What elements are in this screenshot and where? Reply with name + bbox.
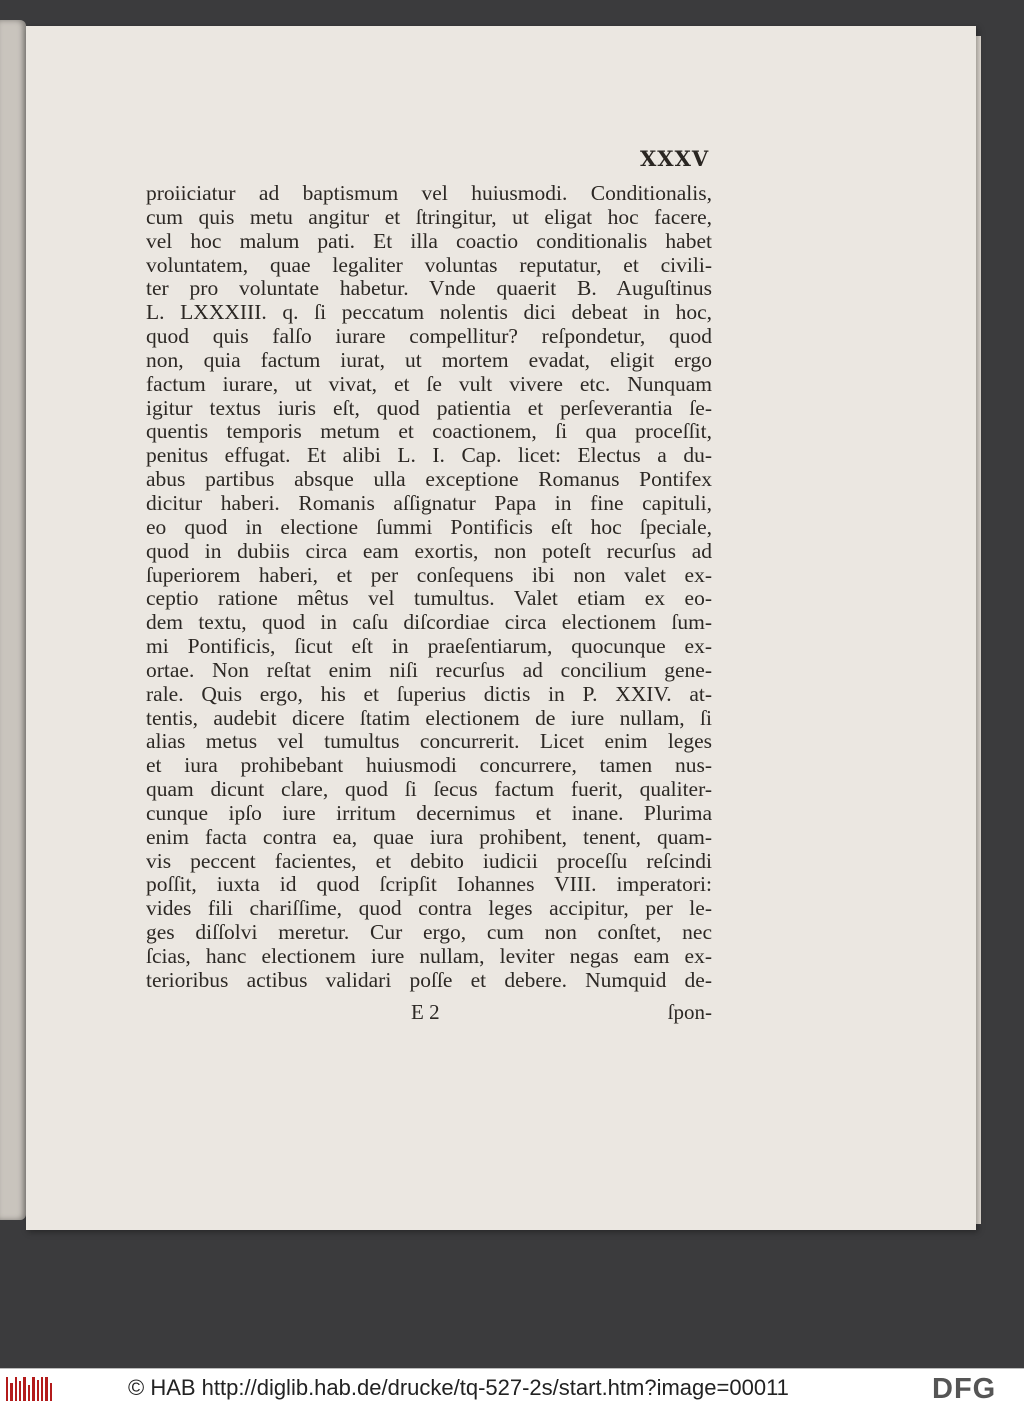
hab-logo-icon[interactable] <box>6 1377 52 1401</box>
text-line: vel hoc malum pati. Et illa coactio conditionalis habet <box>146 228 712 253</box>
text-line: quod quis falſo iurare compellitur? reſpondetur, quod <box>146 324 712 349</box>
text-line: vides fili chariſſime, quod contra leges accipitur, per le- <box>146 896 712 921</box>
text-line: et iura prohibebant huiusmodi concurrere, tamen nus- <box>146 753 712 778</box>
text-line: quod in dubiis circa eam exortis, non poteſt recurſus ad <box>146 538 712 563</box>
text-line: voluntatem, quae legaliter voluntas reputatur, et civili- <box>146 252 712 277</box>
copyright-link[interactable]: © HAB http://diglib.hab.de/drucke/tq-527-2s/start.htm?image=00011 <box>128 1375 789 1400</box>
catchword: ſpon- <box>667 1000 712 1024</box>
text-line: ceptio ratione mêtus vel tumultus. Valet etiam ex eo- <box>146 586 712 611</box>
dfg-logo[interactable]: DFG <box>932 1373 997 1405</box>
page-body-text <box>146 182 712 993</box>
text-line: enim facta contra ea, quae iura prohibent, tenent, quam- <box>146 824 712 849</box>
signature-mark: E 2 <box>411 1000 440 1024</box>
text-line: quentis temporis metum et coactionem, ſi qua proceſſit, <box>146 419 712 444</box>
text-line: proiiciatur ad baptismum vel huiusmodi. Conditionalis, <box>146 181 712 205</box>
text-line: tentis, audebit dicere ſtatim electionem de iure nullam, ſi <box>146 705 712 730</box>
text-line: igitur textus iuris eſt, quod patientia et perſeverantia ſe- <box>146 395 712 420</box>
text-line: ter pro voluntate habetur. Vnde quaerit B. Auguſtinus <box>146 276 712 301</box>
text-line: ſuperiorem haberi, et per conſequens ibi non valet ex- <box>146 562 712 587</box>
text-line: L. LXXXIII. q. ſi peccatum nolentis dici debeat in hoc, <box>146 300 712 325</box>
text-line: non, quia factum iurat, ut mortem evadat, eligit ergo <box>146 347 712 372</box>
text-line: dem textu, quod in caſu diſcordiae circa electionem ſum- <box>146 610 712 635</box>
text-line: ortae. Non reſtat enim niſi recurſus ad concilium gene- <box>146 657 712 682</box>
text-line: mi Pontificis, ſicut eſt in praeſentiarum, quocunque ex- <box>146 634 712 659</box>
text-line: vis peccent facientes, et debito iudicii proceſſu reſcindi <box>146 848 712 873</box>
previous-page-edge <box>0 20 26 1220</box>
text-line: quam dicunt clare, quod ſi ſecus factum fuerit, qualiter- <box>146 777 712 802</box>
text-line: cunque ipſo iure irritum decernimus et inane. Plurima <box>146 800 712 825</box>
text-line: terioribus actibus validari poſſe et debere. Numquid de- <box>146 967 712 992</box>
text-line: dicitur haberi. Romanis aſſignatur Papa in fine capituli, <box>146 490 712 515</box>
text-line: abus partibus absque ulla exceptione Romanus Pontifex <box>146 467 712 492</box>
text-line: ſcias, hanc electionem iure nullam, leviter negas eam ex- <box>146 944 712 968</box>
text-line: poſſit, iuxta id quod ſcripſit Iohannes VIII. imperatori: <box>146 872 712 897</box>
text-line: penitus effugat. Et alibi L. I. Cap. licet: Electus a du- <box>146 443 712 468</box>
text-line: eo quod in electione ſummi Pontificis eſt hoc ſpeciale, <box>146 514 712 539</box>
text-line: alias metus vel tumultus concurrerit. Licet enim leges <box>146 729 712 754</box>
text-line: rale. Quis ergo, his et ſuperius dictis in P. XXIV. at- <box>146 681 712 706</box>
text-line: cum quis metu angitur et ſtringitur, ut eligat hoc facere, <box>146 204 712 229</box>
text-line: ges diſſolvi meretur. Cur ergo, cum non conſtet, nec <box>146 920 712 945</box>
page-number: XXXV <box>640 146 710 171</box>
page-footer <box>146 1000 712 1026</box>
text-line: factum iurare, ut vivat, et ſe vult vivere etc. Nunquam <box>146 371 712 396</box>
bottom-bar <box>0 1368 1024 1409</box>
